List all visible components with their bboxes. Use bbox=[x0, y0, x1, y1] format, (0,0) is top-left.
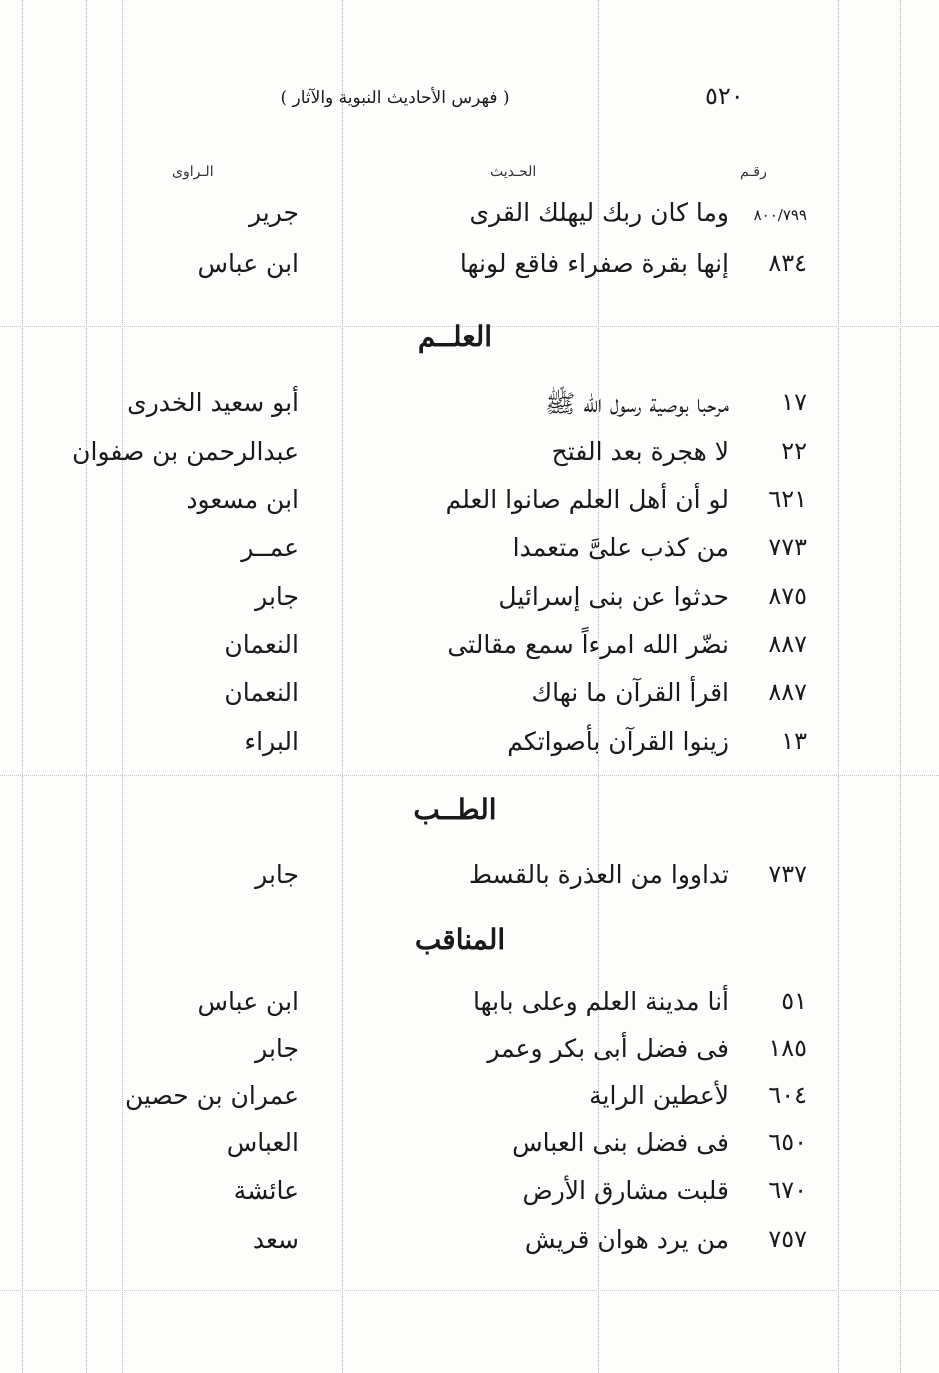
index-row bbox=[0, 1225, 939, 1269]
hadith-text: أنا مدينة العلم وعلى بابها bbox=[472, 987, 729, 1016]
narrator-name: ابن عباس bbox=[197, 987, 299, 1016]
index-row bbox=[0, 437, 939, 481]
column-header-number: رقـم bbox=[740, 164, 767, 180]
section-title: المناقب bbox=[414, 923, 506, 956]
hadith-text: لا هجرة بعد الفتح bbox=[551, 437, 729, 466]
narrator-name: البراء bbox=[244, 727, 299, 756]
index-row bbox=[0, 860, 939, 904]
hadith-number: ١٨٥ bbox=[768, 1034, 807, 1062]
hadith-number: ٨٠٠/٧٩٩ bbox=[753, 206, 807, 224]
hadith-text: لو أن أهل العلم صانوا العلم bbox=[445, 485, 729, 514]
hadith-number: ٢٢ bbox=[781, 437, 807, 465]
section-title: العلــم bbox=[417, 320, 493, 353]
hadith-number: ١٧ bbox=[781, 388, 807, 416]
hadith-number: ٨٨٧ bbox=[768, 678, 807, 706]
hadith-number: ٧٧٣ bbox=[768, 533, 807, 561]
index-row bbox=[0, 249, 939, 293]
hadith-text: فى فضل أبى بكر وعمر bbox=[487, 1034, 729, 1063]
hadith-text: حدثوا عن بنى إسرائيل bbox=[498, 582, 729, 611]
hadith-text: من يرد هوان قريش bbox=[524, 1225, 729, 1254]
hadith-number: ٦٥٠ bbox=[768, 1128, 807, 1156]
hadith-number: ٧٣٧ bbox=[768, 860, 807, 888]
index-row bbox=[0, 987, 939, 1031]
hadith-number: ٦٧٠ bbox=[768, 1176, 807, 1204]
index-row bbox=[0, 630, 939, 674]
hadith-number: ٨٨٧ bbox=[768, 630, 807, 658]
hadith-text: من كذب علىَّ متعمدا bbox=[512, 533, 729, 562]
narrator-name: النعمان bbox=[224, 678, 299, 707]
hadith-text: لأعطين الراية bbox=[589, 1081, 729, 1110]
scan-guide-line bbox=[0, 775, 939, 776]
narrator-name: العباس bbox=[226, 1128, 299, 1157]
hadith-text: تداووا من العذرة بالقسط bbox=[468, 860, 729, 889]
narrator-name: جابر bbox=[255, 860, 299, 889]
hadith-number: ٦٢١ bbox=[768, 485, 807, 513]
index-row bbox=[0, 1176, 939, 1220]
hadith-text: فى فضل بنى العباس bbox=[512, 1128, 729, 1157]
narrator-name: جابر bbox=[255, 582, 299, 611]
narrator-name: جرير bbox=[249, 198, 299, 227]
narrator-name: عائشة bbox=[233, 1176, 299, 1205]
index-row bbox=[0, 1081, 939, 1125]
index-row bbox=[0, 1034, 939, 1078]
hadith-number: ٨٣٤ bbox=[768, 249, 807, 277]
index-row bbox=[0, 388, 939, 432]
index-row bbox=[0, 1128, 939, 1172]
narrator-name: عبدالرحمن بن صفوان bbox=[72, 437, 299, 466]
index-row bbox=[0, 533, 939, 577]
narrator-name: سعد bbox=[252, 1225, 299, 1254]
hadith-number: ٨٧٥ bbox=[768, 582, 807, 610]
hadith-number: ٥١ bbox=[781, 987, 807, 1015]
narrator-name: عمران بن حصين bbox=[124, 1081, 299, 1110]
hadith-text: وما كان ربك ليهلك القرى bbox=[469, 198, 729, 227]
index-row bbox=[0, 727, 939, 771]
narrator-name: ابن مسعود bbox=[186, 485, 299, 514]
hadith-number: ١٣ bbox=[781, 727, 807, 755]
narrator-name: ابن عباس bbox=[197, 249, 299, 278]
narrator-name: عمــر bbox=[241, 533, 299, 562]
scan-guide-line bbox=[0, 1290, 939, 1291]
hadith-number: ٧٥٧ bbox=[768, 1225, 807, 1253]
hadith-text: إنها بقرة صفراء فاقع لونها bbox=[459, 249, 729, 278]
running-title: ( فهرس الأحاديث النبوية والآثار ) bbox=[280, 88, 510, 108]
hadith-text: مرحبا بوصية رسول الله ﷺ bbox=[545, 389, 729, 418]
narrator-name: جابر bbox=[255, 1034, 299, 1063]
column-header-narrator: الـراوى bbox=[172, 164, 214, 180]
hadith-text: اقرأ القرآن ما نهاك bbox=[531, 678, 729, 707]
hadith-text: قلبت مشارق الأرض bbox=[522, 1176, 729, 1205]
column-header-hadith: الحـديث bbox=[490, 164, 537, 180]
index-row bbox=[0, 678, 939, 722]
hadith-number: ٦٠٤ bbox=[768, 1081, 807, 1109]
index-row bbox=[0, 198, 939, 242]
index-row bbox=[0, 485, 939, 529]
index-row bbox=[0, 582, 939, 626]
section-title: الطــب bbox=[413, 793, 497, 826]
hadith-text: زينوا القرآن بأصواتكم bbox=[507, 727, 729, 756]
hadith-text: نضّر الله امرءاً سمع مقالتى bbox=[447, 630, 729, 659]
page-number: ٥٢٠ bbox=[705, 82, 744, 110]
narrator-name: النعمان bbox=[224, 630, 299, 659]
narrator-name: أبو سعيد الخدرى bbox=[127, 388, 299, 417]
